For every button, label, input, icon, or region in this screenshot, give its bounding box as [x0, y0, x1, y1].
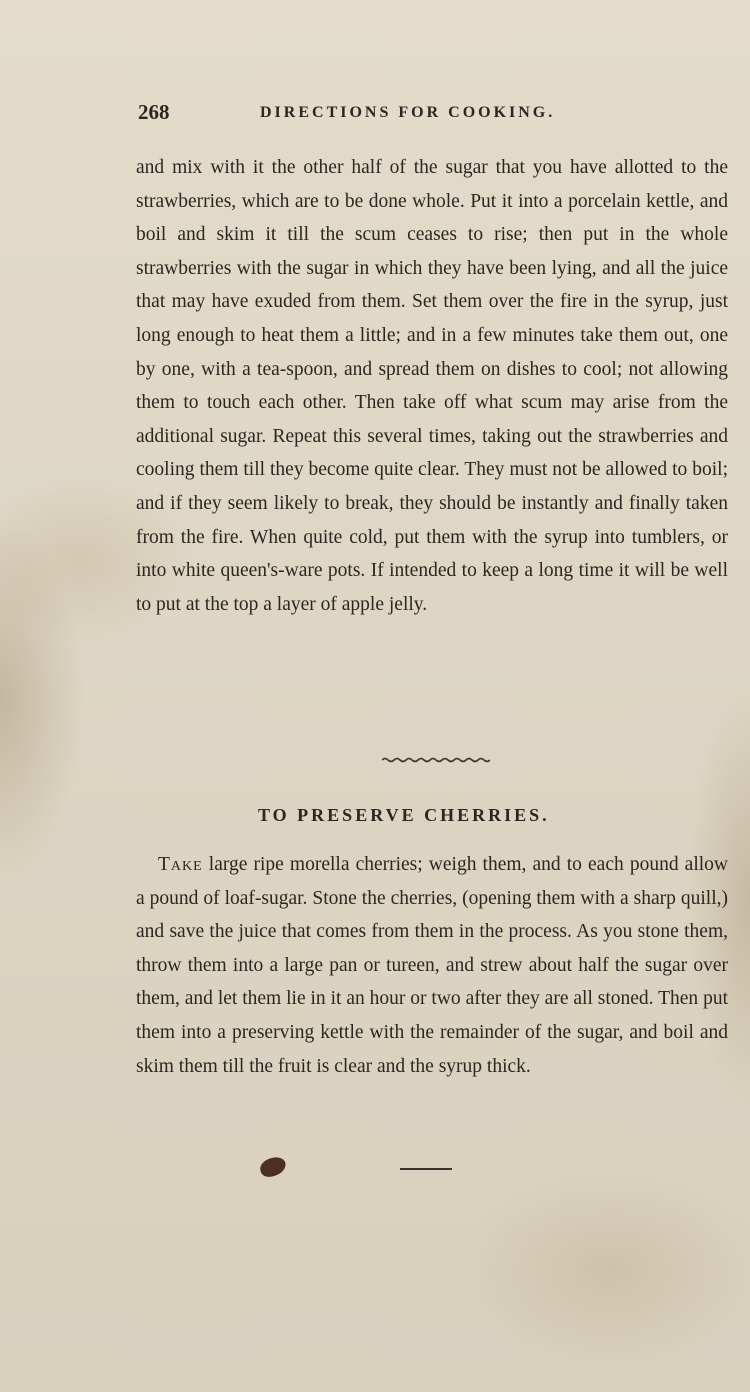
continued-paragraph: and mix with it the other half of the sugar that you have allotted to the strawberries, which are to be done whole. Put it into a porcelain kettle, and boil and skim it till the scum ceases to rise; then put in the whole strawberries with the sugar in which they have been lying, and all the juice that may have exuded from them. Set them over the fire in the syrup, just long enough to heat them a little; and in a few minutes take them out, one by one, with a tea-spoon, and spread them on dishes to cool; not allowing them to touch each other. Then take off what scum may arise from the additional sugar. Repeat this several times, taking out the strawberries and cooling them till they become quite clear. They must not be allowed to boil; and if they seem likely to break, they should be instantly and finally taken from the fire. When quite cold, put them with the syrup into tumblers, or into white queen's-ware pots. If intended to keep a long time it will be well to put at the top a layer of apple jelly. — [136, 157, 728, 615]
recipe-paragraph — [136, 848, 728, 1083]
wavy-divider — [382, 755, 490, 765]
ink-blot-stain — [258, 1155, 288, 1179]
closing-rule — [400, 1168, 452, 1170]
recipe-lead-word: Take — [158, 854, 203, 875]
page-header — [138, 100, 618, 130]
recipe-body-block — [136, 848, 728, 1083]
running-head: DIRECTIONS FOR COOKING. — [260, 104, 556, 121]
recipe-title: TO PRESERVE CHERRIES. — [258, 805, 550, 825]
recipe-body: large ripe morella cherries; weigh them, and to each pound allow a pound of loaf-sugar. Stone the cherries, (opening them with a sharp quill,) and save the juice that comes from them in the process. As you stone them, throw them into a large pan or tureen, and strew about half the sugar over them, and let them lie in it an hour or two after they are all stoned. Then put them into a preserving kettle with the remainder of the sugar, and boil and skim them till the fruit is clear and the syrup thick. — [136, 854, 728, 1077]
page-number: 268 — [138, 100, 170, 124]
continued-paragraph-block — [136, 151, 728, 621]
